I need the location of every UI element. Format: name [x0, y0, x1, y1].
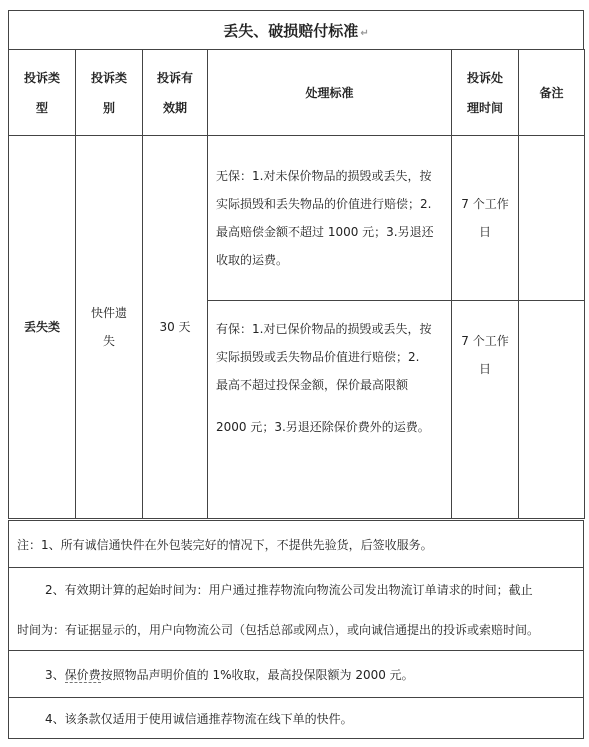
- cell-remark-no-insurance: [519, 136, 585, 301]
- cell-type: 丢失类: [9, 136, 76, 519]
- cell-validity: 30 天: [143, 136, 208, 519]
- header-remark: 备注: [519, 50, 585, 136]
- compensation-table: [8, 49, 585, 519]
- header-complaint-type: 投诉类 型: [9, 50, 76, 136]
- note-3: 3、保价费按照物品声明价值的 1%收取，最高投保限额为 2000 元。: [8, 650, 584, 698]
- note-2: 2、有效期计算的起始时间为：用户通过推荐物流向物流公司发出物流订单请求的时间；截止 时间为：有证据显示的，用户向物流公司（包括总部或网点），或向诚信通提出的投诉或索赔时间。: [8, 567, 584, 651]
- paragraph-mark: ↵: [360, 28, 369, 39]
- page-title: [8, 10, 584, 50]
- cell-time-with-insurance: 7 个工作 日: [452, 301, 519, 519]
- insurance-fee-term: 保价费: [64, 668, 101, 682]
- cell-category: 快件遗 失: [76, 136, 143, 519]
- header-validity: 投诉有 效期: [143, 50, 208, 136]
- cell-standard-with-insurance: 有保：1.对已保价物品的损毁或丢失，按 实际损毁或丢失物品价值进行赔偿；2. 最高不超过投保金额，保价最高限额 2000 元；3.另退还除保价费外的运费。: [208, 301, 452, 519]
- header-processing-time: 投诉处 理时间: [452, 50, 519, 136]
- note-1: 注：1、所有诚信通快件在外包装完好的情况下，不提供先验货，后签收服务。: [8, 520, 584, 568]
- note-4: 4、该条款仅适用于使用诚信通推荐物流在线下单的快件。: [8, 697, 584, 739]
- header-row: [9, 50, 585, 136]
- title-text: 丢失、破损赔付标准: [223, 22, 359, 40]
- cell-time-no-insurance: 7 个工作 日: [452, 136, 519, 301]
- header-standard: 处理标准: [208, 50, 452, 136]
- row-no-insurance: [9, 136, 585, 301]
- cell-standard-no-insurance: 无保：1.对未保价物品的损毁或丢失，按 实际损毁和丢失物品的价值进行赔偿；2. 最高赔偿金额不超过 1000 元；3.另退还 收取的运费。: [208, 136, 452, 301]
- cell-remark-with-insurance: [519, 301, 585, 519]
- header-complaint-category: 投诉类 别: [76, 50, 143, 136]
